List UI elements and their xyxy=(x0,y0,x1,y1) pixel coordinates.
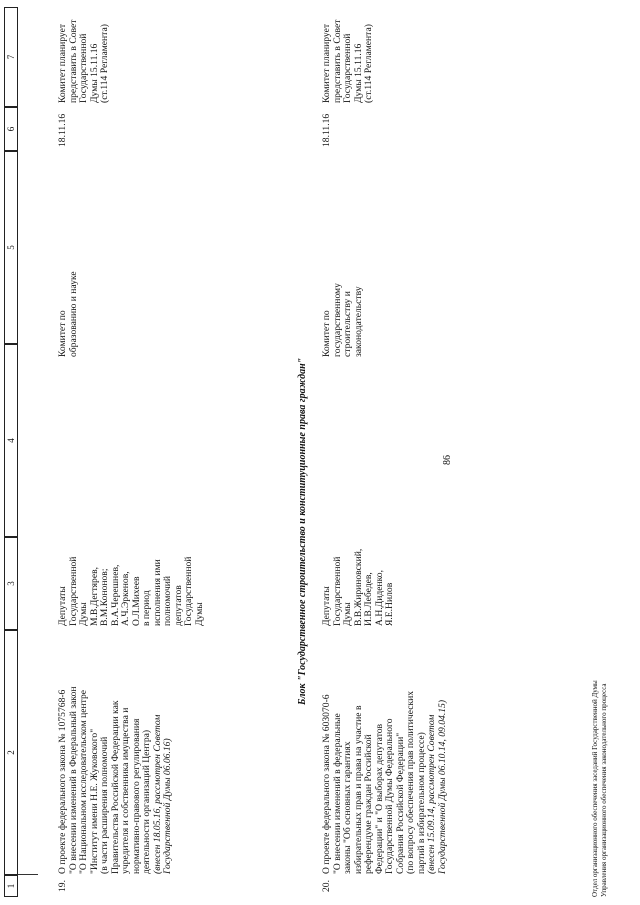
row-19-remark: Комитет планирует представить в Совет Государственной Думы 15.11.16 (ст.114 Регламента) xyxy=(57,19,110,103)
column-header-5: 5 xyxy=(4,151,18,344)
row-20-authors: Депутаты Государственной Думы В.В.Жириновский, И.В.Лебедев, А.Н.Диденко, Я.Е.Нилов xyxy=(321,548,395,626)
row-19-rules xyxy=(18,7,38,897)
page-number: 86 xyxy=(442,455,453,465)
row-20-title: О проекте федерального закона № 603070-6 "О внесении изменений в федеральные законы "Об основных гарантиях избирательных прав и права на участие в референдуме граждан Российской Федерации" и "О выборах депутатов Государственной Думы Федерального Собрания Российской Федерации" (по вопросу обеспечения прав политических партий в избирательном процессе) (внесен 15.09.14, рассмотрен Советом Государственной Думы 06.10.14, 09.04.15) xyxy=(321,690,448,874)
row-20-number: 20. xyxy=(321,880,332,892)
row-19-note: (внесен 18.05.16, рассмотрен Советом xyxy=(151,714,163,874)
row-20-committee: Комитет по государственному строительству и законодательству xyxy=(321,283,364,357)
row-20-note: (внесен 15.09.14, рассмотрен Советом xyxy=(426,714,437,874)
column-header-4: 4 xyxy=(4,344,18,537)
row-19-number: 19. xyxy=(57,880,68,892)
column-header-3: 3 xyxy=(4,537,18,630)
row-19-title: О проекте федерального закона № 1075768-6 "О внесении изменений в Федеральный закон "О Национальном исследовательском центре "Институт имени Н.Е. Жуковского" (в части расширения полномочий Правительства Российской Федерации как учредителя и собственника имущества и нормативно-правового регулирования деятельности организаций Центра) (внесен 18.05.16, рассмотрен Советом Государственной Думы 06.06.16) xyxy=(57,686,173,874)
footer-department: Отдел организационного обеспечения заседаний Государственной Думы Управления организационного обеспечения законодательного процесса xyxy=(591,680,608,897)
column-header-1: 1 xyxy=(4,875,18,897)
block-title: Блок "Государственное строительство и конституционные права граждан" xyxy=(297,357,308,705)
row-19-committee: Комитет по образованию и науке xyxy=(57,271,79,357)
column-header-6: 6 xyxy=(4,107,18,151)
row-20-remark: Комитет планирует представить в Совет Государственной Думы 15.11.16 (ст.114 Регламента) xyxy=(321,19,374,103)
column-header-2: 2 xyxy=(4,630,18,875)
row-20-date: 18.11.16 xyxy=(321,113,332,147)
row-19-date: 18.11.16 xyxy=(57,113,68,147)
column-header-7: 7 xyxy=(4,7,18,107)
row-19-authors: Депутаты Государственной Думы М.В.Дегтярев, В.М.Кононов; В.А.Черешнев, А.Ч.Эркенов, О.Л.Михеев в период исполнения ими полномочий депутатов Государственной Думы xyxy=(57,556,205,626)
